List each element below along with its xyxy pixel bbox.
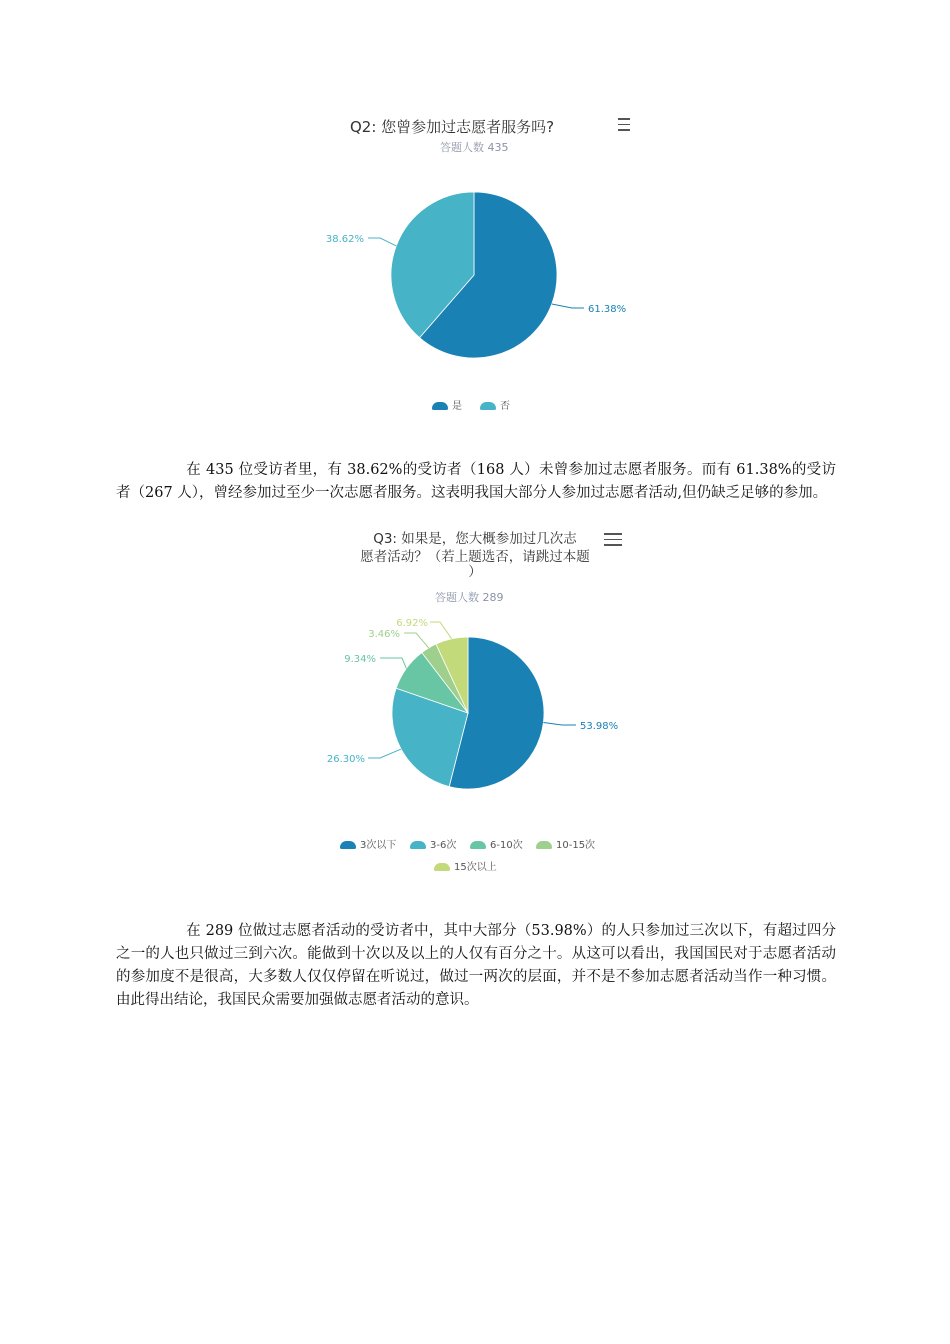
legend-label: 10-15次 [556,840,596,851]
legend-item-3to6[interactable] [410,836,456,851]
paragraph-text: 在 289 位做过志愿者活动的受访者中，其中大部分（53.98%）的人只参加过三次以下，有超过四分之一的人也只做过三到六次。能做到十次以及以上的人仅有百分之十。从这可以看出，我国国民对于志愿者活动的参加度不是很高，大多数人仅仅停留在听说过，做过一两次的层面，并不是不参加志愿者活动当作一种习惯。由此得出结论，我国民众需要加强做志愿者活动的意识。 [116,923,836,1008]
legend-item-over15[interactable] [434,858,497,873]
legend-item-10to15[interactable] [536,836,595,851]
legend-swatch [340,841,356,849]
menu-icon[interactable] [618,118,630,135]
q3-title-line2: 愿者活动？（若上题选否，请跳过本题 [360,549,590,565]
pie-data-label: 9.34% [344,654,376,665]
pie-label-line [404,633,429,648]
pie-label-line [552,304,584,308]
legend-swatch [434,863,450,871]
pie-data-label: 26.30% [326,754,365,765]
pie-label-line [368,749,401,758]
legend-item-under3[interactable] [340,836,396,851]
q2-chart-subtitle: 答题人数 435 [440,141,509,154]
q3-title-line3: ） [468,564,482,580]
q2-legend [432,397,552,413]
legend-item-no[interactable] [480,397,510,412]
legend-swatch [470,841,486,849]
legend-item-yes[interactable] [432,397,462,412]
legend-swatch [480,402,496,410]
q3-chart-subtitle: 答题人数 289 [435,591,504,604]
paragraph-q2-analysis [116,459,836,505]
legend-label: 3次以下 [360,840,397,851]
paragraph-q3-analysis [116,920,836,1012]
pie-label-line [430,622,452,639]
legend-item-6to10[interactable] [470,836,523,851]
pie-data-label: 6.92% [396,618,428,629]
legend-label: 6-10次 [490,840,523,851]
legend-swatch [536,841,552,849]
q3-title-line1: Q3: 如果是，您大概参加过几次志 [373,531,577,547]
legend-swatch [410,841,426,849]
paragraph-text: 在 435 位受访者里，有 38.62%的受访者（168 人）未曾参加过志愿者服务。而有 61.38%的受访者（267 人），曾经参加过至少一次志愿者服务。这表明我国大部分人参加过志愿者活动,但仍缺乏足够的参加。 [116,462,836,501]
q2-chart-title: Q2: 您曾参加过志愿者服务吗? [350,118,555,136]
legend-label: 是 [452,401,462,412]
pie-data-label: 61.38% [588,304,627,315]
q3-pie-chart [300,608,660,808]
pie-data-label: 53.98% [580,721,619,732]
legend-swatch [432,402,448,410]
q2-pie-chart [300,180,660,370]
q3-legend [340,836,620,872]
pie-label-line [543,722,576,725]
pie-data-label: 3.46% [368,629,400,640]
legend-label: 否 [500,401,510,412]
legend-label: 15次以上 [454,862,497,873]
legend-label: 3-6次 [430,840,457,851]
menu-icon[interactable] [604,533,622,550]
q3-chart-title [330,530,620,581]
pie-label-line [368,238,396,246]
pie-data-label: 38.62% [325,234,364,245]
pie-label-line [380,658,406,669]
